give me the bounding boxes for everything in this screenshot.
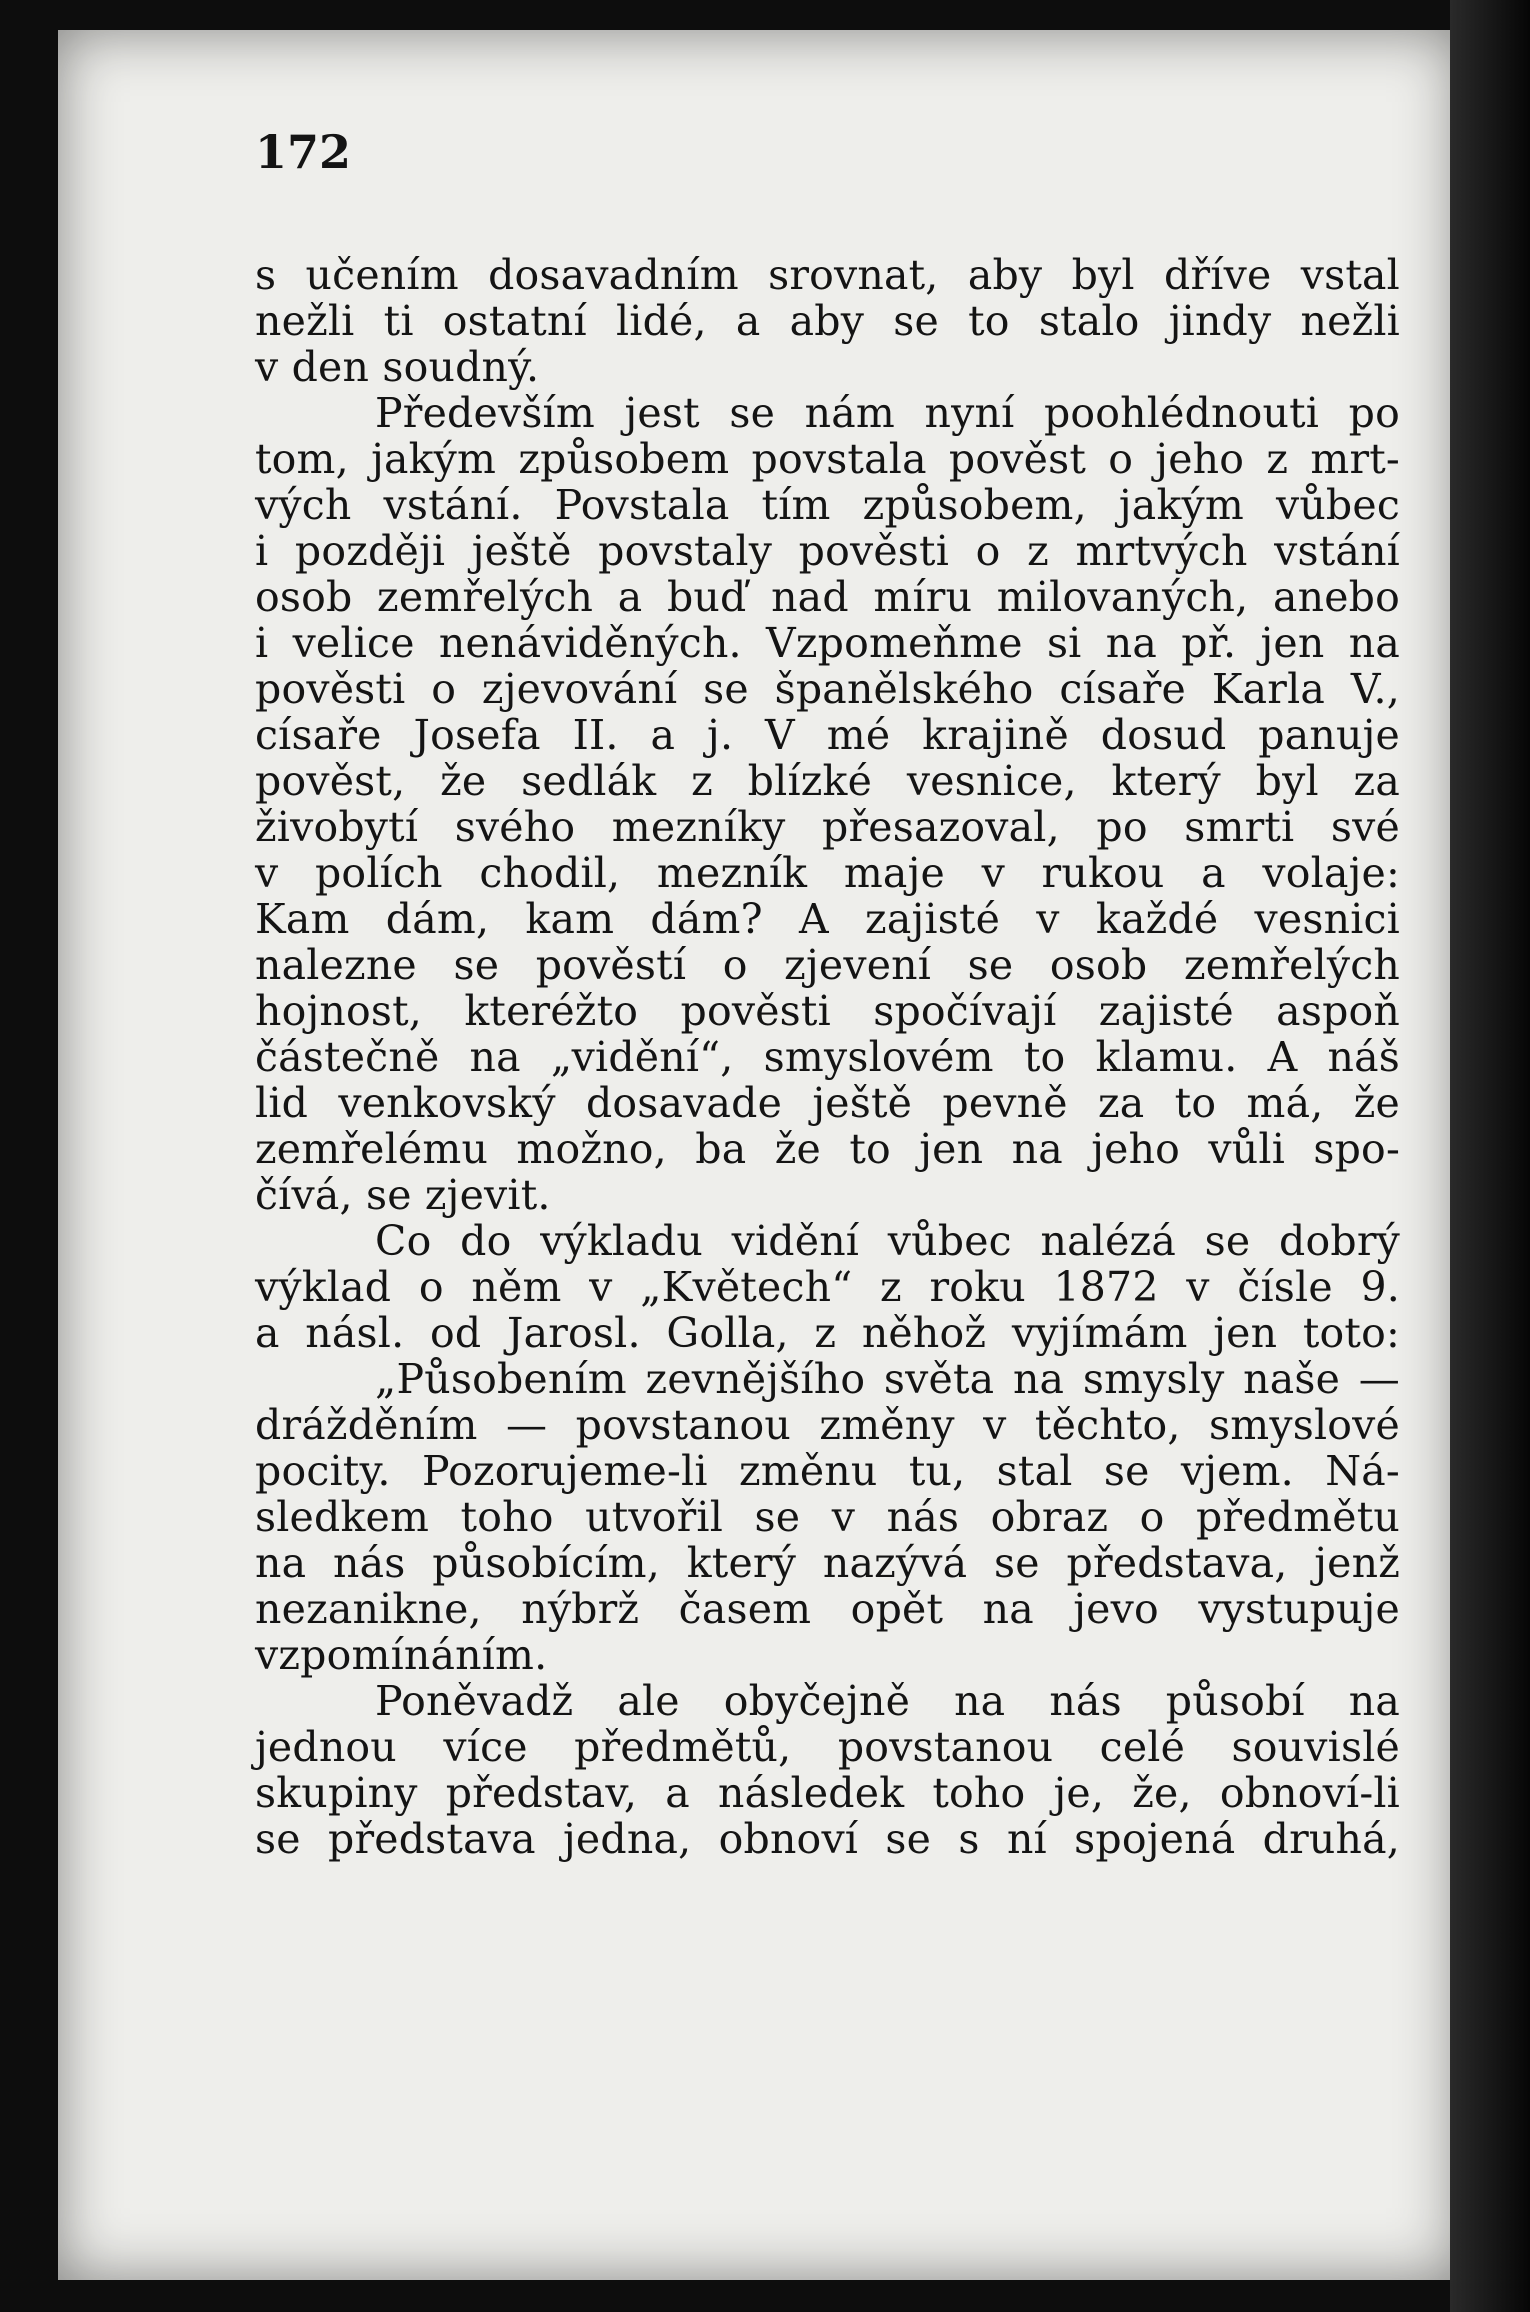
text-line: zemřelému možno, ba že to jen na jeho vůli spo- <box>255 1125 1400 1173</box>
text-line: sledkem toho utvořil se v nás obraz o předmětu <box>255 1493 1400 1541</box>
text-line: Především jest se nám nyní poohlédnouti po <box>375 389 1400 437</box>
text-line: výklad o něm v „Květech“ z roku 1872 v čísle 9. <box>255 1263 1400 1311</box>
text-line: Co do výkladu vidění vůbec nalézá se dobrý <box>375 1217 1400 1265</box>
text-line: vých vstání. Povstala tím způsobem, jakým vůbec <box>255 481 1400 529</box>
text-line: pověst, že sedlák z blízké vesnice, který byl za <box>255 757 1400 805</box>
text-line: živobytí svého mezníky přesazoval, po smrti své <box>255 803 1400 851</box>
text-line: hojnost, kteréžto pověsti spočívají zajisté aspoň <box>255 987 1400 1035</box>
text-line: v den soudný. <box>255 343 540 391</box>
text-line: nalezne se pověstí o zjevení se osob zemřelých <box>255 941 1400 989</box>
text-line: i velice nenáviděných. Vzpomeňme si na př. jen na <box>255 619 1400 667</box>
text-line: na nás působícím, který nazývá se představa, jenž <box>255 1539 1400 1587</box>
text-line: v polích chodil, mezník maje v rukou a volaje: <box>255 849 1400 897</box>
text-line: pověsti o zjevování se španělského císaře Karla V., <box>255 665 1400 713</box>
text-line: lid venkovský dosavade ještě pevně za to má, že <box>255 1079 1400 1127</box>
text-line: Poněvadž ale obyčejně na nás působí na <box>375 1677 1400 1725</box>
text-line: se představa jedna, obnoví se s ní spojená druhá, <box>255 1815 1400 1863</box>
text-line: částečně na „vidění“, smyslovém to klamu. A náš <box>255 1033 1400 1081</box>
text-line: jednou více předmětů, povstanou celé souvislé <box>255 1723 1400 1771</box>
text-line: Kam dám, kam dám? A zajisté v každé vesnici <box>255 895 1400 943</box>
text-line: a násl. od Jarosl. Golla, z něhož vyjímám jen toto: <box>255 1309 1400 1357</box>
text-line: čívá, se zjevit. <box>255 1171 551 1219</box>
text-line: tom, jakým způsobem povstala pověst o jeho z mrt- <box>255 435 1400 483</box>
text-line: i později ještě povstaly pověsti o z mrtvých vstání <box>255 527 1400 575</box>
text-line: osob zemřelých a buď nad míru milovaných, anebo <box>255 573 1400 621</box>
page-edge-shadow <box>1450 0 1530 2312</box>
text-line: nežli ti ostatní lidé, a aby se to stalo jindy nežli <box>255 297 1400 345</box>
text-line: císaře Josefa II. a j. V mé krajině dosud panuje <box>255 711 1400 759</box>
page-number: 172 <box>255 125 352 179</box>
text-line: s učením dosavadním srovnat, aby byl dříve vstal <box>255 251 1400 299</box>
text-line: nezanikne, nýbrž časem opět na jevo vystupuje <box>255 1585 1400 1633</box>
text-line: pocity. Pozorujeme-li změnu tu, stal se vjem. Ná- <box>255 1447 1400 1495</box>
text-line: skupiny představ, a následek toho je, že, obnoví-li <box>255 1769 1400 1817</box>
body-text <box>255 252 1400 1862</box>
text-line: drážděním — povstanou změny v těchto, smyslové <box>255 1401 1400 1449</box>
text-line: vzpomínáním. <box>255 1631 548 1679</box>
text-line: „Působením zevnějšího světa na smysly naše — <box>375 1355 1400 1403</box>
